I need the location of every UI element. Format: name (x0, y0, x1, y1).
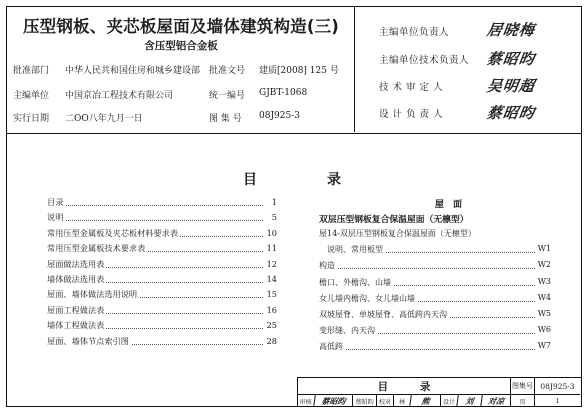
toc-entry[interactable]: 构造 W2 (319, 260, 551, 271)
responsible-role: 设 计 负 责 人 (379, 109, 444, 120)
atlas-label: 图 集 号 (209, 114, 242, 124)
publication-info (7, 7, 355, 132)
tb-signature: 刘 (456, 395, 482, 407)
section-heading: 屋 面 (434, 200, 466, 210)
responsible-role: 主编单位负责人 (379, 27, 450, 38)
toc-entry[interactable]: 说明、常用板型 W1 (319, 244, 551, 255)
toc-page: 28 (266, 335, 277, 346)
toc-title-left: 目 (243, 172, 257, 188)
drawing-frame (6, 6, 582, 407)
code: GJBT-1068 (259, 88, 308, 98)
toc-entry[interactable]: 墙体工程做法表 25 (47, 320, 277, 331)
toc-page: W7 (537, 341, 551, 351)
toc-page: 10 (266, 227, 277, 238)
toc-entry[interactable]: 变形缝、内天沟 W6 (319, 325, 551, 336)
toc-entry[interactable]: 墙体做法选用表 14 (47, 273, 277, 284)
toc-page: W1 (537, 244, 551, 254)
tb-label: 校对 (376, 395, 393, 407)
tb-page-number: 1 (534, 395, 580, 407)
approval-doc-label: 批准文号 (209, 66, 246, 76)
date: 二OO八年九月一日 (65, 114, 143, 124)
atlas-subtitle: 含压型铝合金板 (144, 40, 218, 52)
tb-signature: 蔡昭昀 (313, 395, 353, 407)
toc-entry[interactable]: 屋14-双层压型钢板复合保温屋面（无檩型） (319, 229, 476, 238)
toc-page: W3 (537, 276, 551, 286)
toc-page: 5 (271, 212, 277, 223)
toc-page: 15 (266, 289, 277, 300)
toc-entry[interactable]: 檐口、外檐沟、山墙 W3 (319, 276, 551, 287)
toc-entry[interactable]: 屋面、墙体做法选用说明 15 (47, 289, 277, 300)
toc-right-column (319, 197, 551, 358)
responsible-role: 技 术 审 定 人 (379, 82, 444, 93)
toc-entry[interactable]: 屋面工程做法表 16 (47, 304, 277, 315)
toc-page: 14 (266, 273, 277, 284)
signature: 吴明超 (485, 77, 537, 95)
tb-label: 蔡昭昀 (352, 395, 376, 407)
editor-unit-label: 主编单位 (13, 91, 50, 101)
toc-page: W5 (537, 308, 551, 318)
toc-page: 11 (266, 243, 277, 254)
code-label: 统一编号 (209, 91, 246, 101)
editor-unit: 中国京冶工程技术有限公司 (65, 91, 174, 101)
subsection-heading: 双层压型钢板复合保温屋面（无檩型） (319, 215, 469, 225)
toc-entry[interactable]: 女儿墙内檐沟、女儿墙山墙 W4 (319, 292, 551, 303)
tb-page-label: 页 (510, 395, 534, 407)
toc-entry[interactable]: 屋面、墙体节点索引图 28 (47, 335, 277, 346)
tb-label: 设计 (440, 395, 457, 407)
signature: 蔡昭昀 (485, 50, 537, 68)
toc-title-right: 录 (327, 172, 341, 188)
toc-entry[interactable]: 高低跨 W7 (319, 341, 551, 352)
toc-entry[interactable]: 说明 5 (47, 212, 277, 223)
approval-dept-label: 批准部门 (13, 66, 50, 76)
toc-page: W4 (537, 292, 551, 302)
toc-page: 12 (266, 258, 277, 269)
tb-signature: 对凉 (480, 395, 511, 407)
toc-entry[interactable]: 目录 1 (47, 197, 277, 207)
toc-page: W6 (537, 325, 551, 335)
sheet-name: 目 录 (377, 381, 445, 393)
approval-dept: 中华人民共和国住房和城乡建设部 (65, 66, 201, 76)
title-block-top (298, 378, 580, 395)
title-block-signatures (298, 395, 580, 407)
toc-page: 25 (266, 320, 277, 331)
toc-entry[interactable]: 常用压型金属板技术要求表 11 (47, 243, 277, 254)
atlas-title: 压型钢板、夹芯板屋面及墙体建筑构造(三) (22, 17, 340, 36)
title-block (297, 377, 581, 407)
cover-header (7, 7, 581, 134)
toc-page: 16 (266, 304, 277, 315)
tb-signature: 熊 (409, 395, 441, 407)
toc-page: 1 (271, 197, 277, 207)
toc-page: W2 (537, 260, 551, 270)
toc-left-column (47, 197, 277, 351)
toc-entry[interactable]: 常用压型金属板及夹芯板材料要求表 10 (47, 227, 277, 238)
date-label: 实行日期 (13, 114, 50, 124)
signature: 居晓梅 (485, 21, 537, 39)
tb-label: 审核 (299, 398, 312, 406)
responsibles-panel (357, 7, 581, 132)
atlas-number: 08J925-3 (259, 111, 301, 121)
responsible-role: 主编单位技术负责人 (379, 55, 470, 66)
toc-entry[interactable]: 屋面做法选用表 12 (47, 258, 277, 269)
atlas-number-cell: 08J925-3 (534, 378, 580, 394)
approval-doc: 建质[2008] 125 号 (259, 66, 339, 76)
signature: 蔡昭昀 (485, 104, 537, 122)
atlas-label-cell: 图集号 (510, 378, 534, 394)
toc-entry[interactable]: 双坡屋脊、单坡屋脊、高低跨内天沟 W5 (319, 308, 551, 319)
tb-signature: 林 (393, 395, 410, 407)
